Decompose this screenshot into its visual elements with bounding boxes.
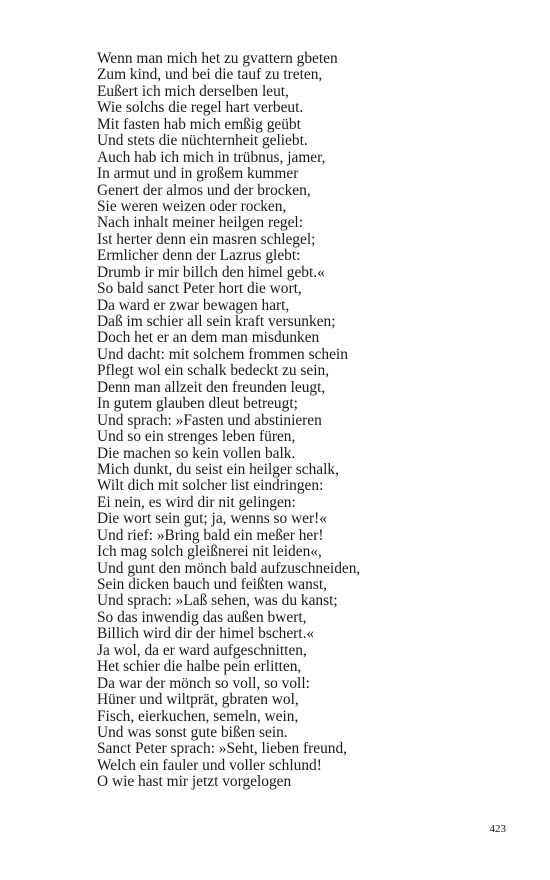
poem-line: Sein dicken bauch und feißten wanst, xyxy=(97,576,327,593)
poem-line: Drumb ir mir billch den himel gebt.« xyxy=(97,263,325,281)
poem-line: Het schier die halbe pein erlitten, xyxy=(97,658,302,676)
poem-line: O wie hast mir jetzt vorgelogen xyxy=(97,773,292,791)
poem-line: Wenn man mich het zu gvattern gbeten xyxy=(97,50,338,67)
poem-line: Wie solchs die regel hart verbeut. xyxy=(97,99,304,117)
poem-line: Da war der mönch so voll, so voll: xyxy=(97,674,310,692)
poem-line: Und gunt den mönch bald aufzuschneiden, xyxy=(97,559,361,577)
poem-line: In gutem glauben dleut betreugt; xyxy=(97,395,298,413)
poem-line: In armut und in großem kummer xyxy=(97,165,299,183)
poem-line: Eußert ich mich derselben leut, xyxy=(97,82,289,100)
poem-line: Ermlicher denn der Lazrus glebt: xyxy=(97,247,301,265)
poem-line: Und was sonst gute bißen sein. xyxy=(97,723,288,741)
poem-line: Welch ein fauler und voller schlund! xyxy=(97,756,322,774)
poem-line: Denn man allzeit den freunden leugt, xyxy=(97,378,326,396)
poem-line: Pflegt wol ein schalk bedeckt zu sein, xyxy=(97,362,330,380)
poem-line: Hüner und wiltprät, gbraten wol, xyxy=(97,691,299,709)
poem-line: Und sprach: »Fasten und abstinieren xyxy=(97,411,322,429)
poem-line: Ich mag solch gleißnerei nit leiden«, xyxy=(97,543,322,561)
poem-line: Daß im schier all sein kraft versunken; xyxy=(97,313,336,330)
poem-line: Billich wird dir der himel bschert.« xyxy=(97,625,315,643)
poem-line: Ja wol, da er ward aufgeschnitten, xyxy=(97,641,307,659)
poem-line: Ist herter denn ein masren schlegel; xyxy=(97,230,316,248)
poem-line: Und dacht: mit solchem frommen schein xyxy=(97,345,348,363)
poem-line: Und rief: »Bring bald ein meßer her! xyxy=(97,526,324,544)
poem-line: Genert der almos und der brocken, xyxy=(97,181,311,199)
poem-line: Auch hab ich mich in trübnus, jamer, xyxy=(97,148,326,166)
poem-line: Doch het er an dem man misdunken xyxy=(97,329,320,347)
poem-line: Nach inhalt meiner heilgen regel: xyxy=(97,214,303,232)
poem-line: Ei nein, es wird dir nit gelingen: xyxy=(97,493,296,511)
poem-line: Fisch, eierkuchen, semeln, wein, xyxy=(97,707,299,725)
poem-text xyxy=(97,51,360,791)
poem-line: Sie weren weizen oder rocken, xyxy=(97,197,287,215)
poem-line: Mich dunkt, du seist ein heilger schalk, xyxy=(97,460,339,478)
poem-line: Da ward er zwar bewagen hart, xyxy=(97,296,290,314)
poem-line: Sanct Peter sprach: »Seht, lieben freund, xyxy=(97,740,348,758)
poem-line: So bald sanct Peter hort die wort, xyxy=(97,280,302,298)
page-number: 423 xyxy=(489,823,506,835)
poem-line: Wilt dich mit solcher list eindringen: xyxy=(97,477,324,495)
poem-line: Die machen so kein vollen balk. xyxy=(97,444,296,462)
poem-line: Mit fasten hab mich emßig geübt xyxy=(97,115,301,133)
poem-line: Zum kind, und bei die tauf zu treten, xyxy=(97,66,323,84)
poem-line: Und sprach: »Laß sehen, was du kanst; xyxy=(97,592,338,610)
poem-line: So das inwendig das außen bwert, xyxy=(97,608,307,626)
poem-line: Und stets die nüchternheit geliebt. xyxy=(97,132,308,150)
poem-line: Und so ein strenges leben füren, xyxy=(97,428,296,446)
poem-line: Die wort sein gut; ja, wenns so wer!« xyxy=(97,510,327,528)
